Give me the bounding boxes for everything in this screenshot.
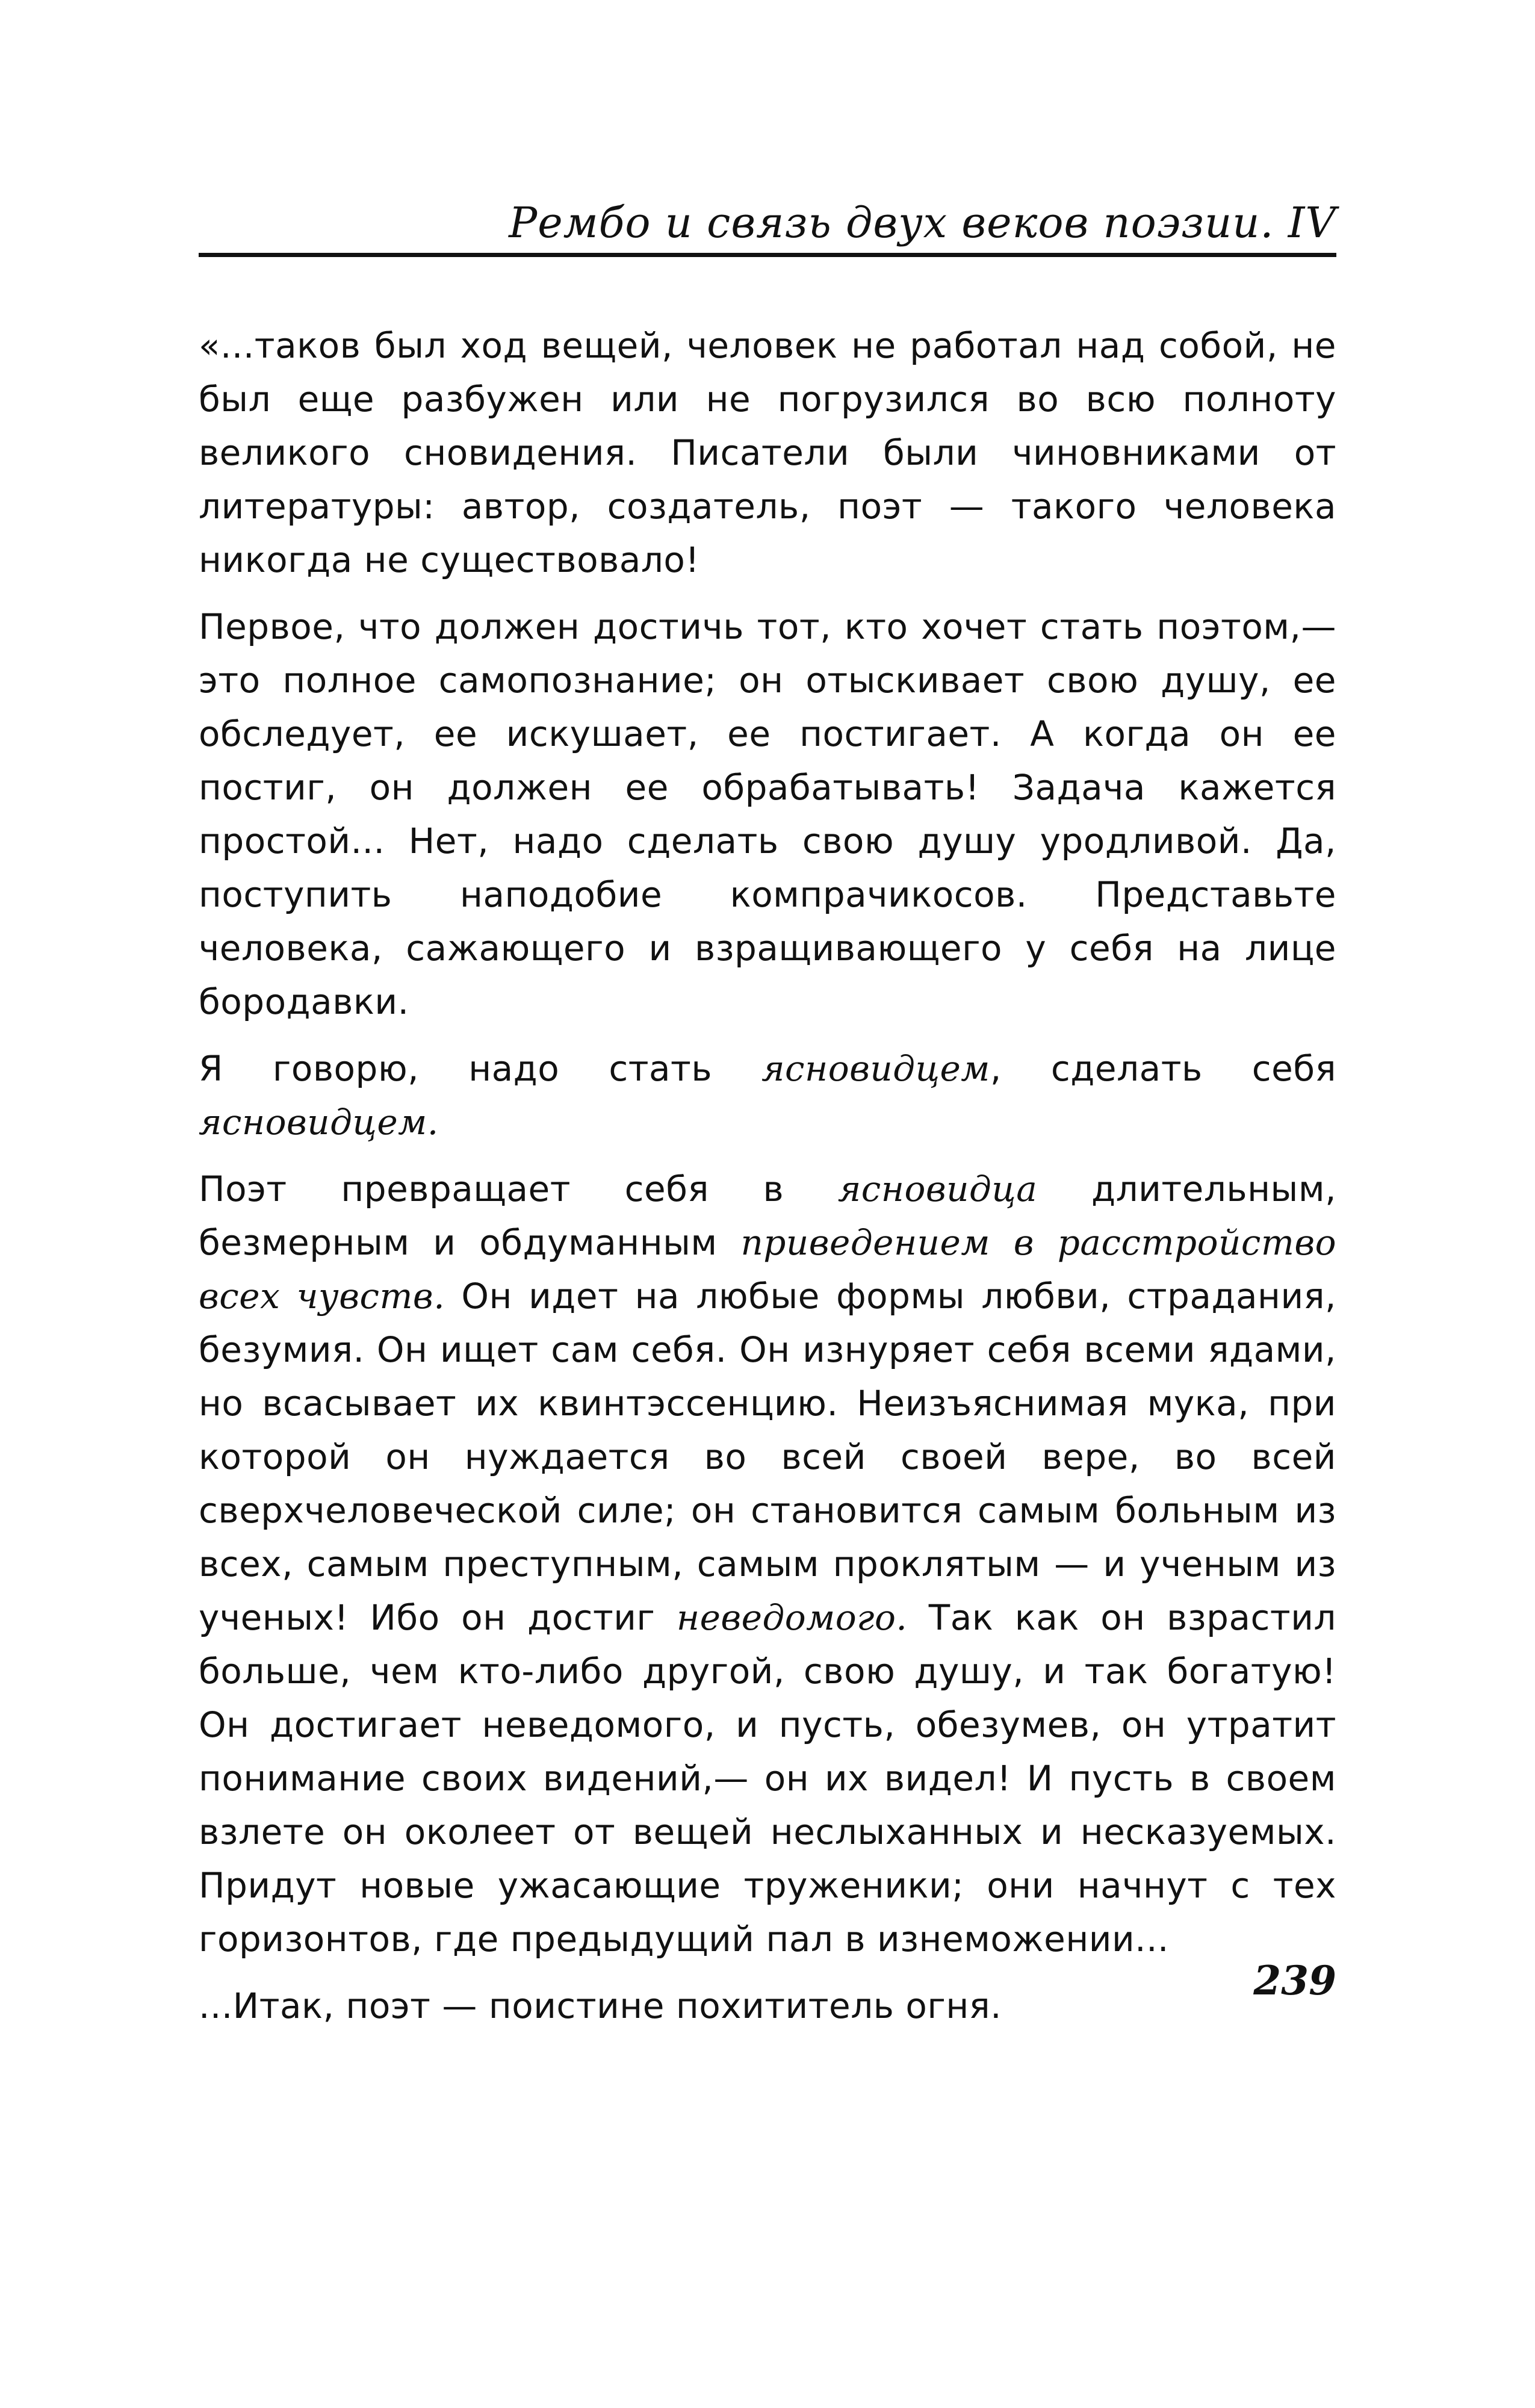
paragraph-4-text-3: Он идет на любые формы любви, страдания, безумия. Он ищет сам себя. Он изнуряет себя всеми ядами, но всасывает их квинтэссенцию. Неизъяснимая мука, при которой он нуждается во всей своей вере, во всей сверхчеловеческой силе; он становится самым больным из всех, самым преступным, самым проклятым — и ученым из ученых! Ибо он достиг	[199, 1276, 1336, 1638]
paragraph-4-text-4: Так как он взрастил больше, чем кто-либо другой, свою душу, и так богатую! Он достигает неведомого, и пусть, обезумев, он утратит понимание своих видений,— он их видел! И пусть в своем взлете он околеет от вещей неслыханных и несказуемых. Придут новые ужасающие труженики; они начнут с тех горизонтов, где предыдущий пал в изнеможении...	[199, 1597, 1336, 1960]
running-head: Рембо и связь двух веков поэзии. IV	[509, 198, 1336, 247]
page-number: 239	[1253, 1957, 1336, 2004]
paragraph-3	[199, 1042, 1336, 1162]
paragraph-2: Первое, что должен достичь тот, кто хочет стать поэтом,— это полное самопознание; он отыскивает свою душу, ее обследует, ее искушает, ее постигает. А когда он ее постиг, он должен ее обрабатывать! Задача кажется простой... Нет, надо сделать свою душу уродливой. Да, поступить наподобие компрачикосов. Представьте человека, сажающего и взращивающего у себя на лице бородавки.	[199, 606, 1336, 1022]
header-rule	[199, 253, 1336, 257]
paragraph-3-text-1: Я говорю, надо стать	[199, 1048, 762, 1089]
paragraph-1: «...таков был ход вещей, человек не работал над собой, не был еще разбужен или не погрузился во всю полноту великого сновидения. Писатели были чиновниками от литературы: автор, создатель, поэт — такого человека никогда не существовало!	[199, 325, 1336, 580]
paragraph-3-italic-1: ясновидцем	[761, 1048, 990, 1089]
paragraph-5: ...Итак, поэт — поистине похититель огня.	[199, 1985, 1002, 2026]
paragraph-4-text-2: длительным, безмерным и обдуманным	[199, 1168, 1337, 1263]
paragraph-4-text-1: Поэт превращает себя в	[199, 1168, 838, 1209]
paragraph-4-italic-3: неведомого.	[676, 1597, 908, 1638]
paragraph-3-italic-2: ясновидцем.	[199, 1102, 439, 1143]
paragraph-4	[199, 1162, 1336, 1979]
body-text	[199, 319, 1336, 2046]
paragraph-4-italic-1: ясновидца	[837, 1168, 1038, 1209]
paragraph-3-text-2: , сделать себя	[990, 1048, 1337, 1089]
paragraph-4-italic-2: приведением в расстройство всех чувств.	[199, 1222, 1336, 1317]
